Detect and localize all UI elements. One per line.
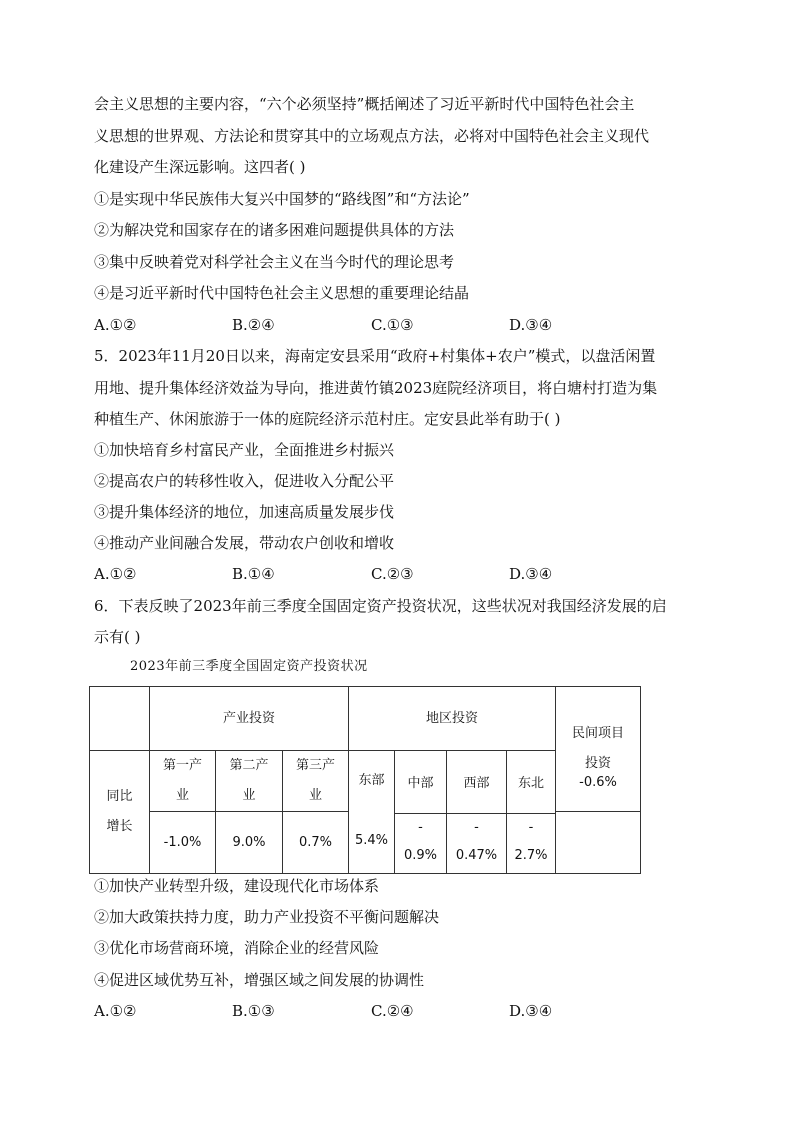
q4-statement-4: ④是习近平新时代中国特色社会主义思想的重要理论结晶 xyxy=(94,284,470,302)
q6-option-b[interactable]: B.①③ xyxy=(232,1002,275,1020)
row-label-line-1: 同比 xyxy=(106,789,133,804)
q4-option-b[interactable]: B.②④ xyxy=(232,316,275,334)
region-central-name: 中部 xyxy=(407,775,434,791)
q6-statement-3: ③优化市场营商环境，消除企业的经营风险 xyxy=(94,939,380,957)
col-header-text: 第二产 xyxy=(229,758,269,773)
q5-text-line-1: 5．2023年11月20日以来，海南定安县采用“政府+村集体+农户”模式，以盘活闲置 xyxy=(94,347,656,365)
table-corner-cell xyxy=(90,687,150,751)
q5-option-b[interactable]: B.①④ xyxy=(232,565,275,583)
region-west-value: 0.47% xyxy=(455,847,498,863)
region-east-value: 5.4% xyxy=(354,833,389,848)
region-east-name: 东部 xyxy=(358,773,385,788)
region-west-value-sign: - xyxy=(447,813,506,842)
region-central-value: 0.9% xyxy=(403,847,438,863)
q5-option-d[interactable]: D.③④ xyxy=(509,565,553,583)
private-header-line-2: 投资 xyxy=(584,756,611,771)
q5-text-line-2: 用地、提升集体经济效益为导向，推进黄竹镇2023庭院经济项目，将白塘村打造为集 xyxy=(94,379,658,397)
q4-option-d[interactable]: D.③④ xyxy=(509,316,553,334)
col-header-text: 第三产 xyxy=(295,758,335,773)
value-private-investment: -0.6% xyxy=(556,752,641,814)
q6-statement-2: ②加大政策扶持力度，助力产业投资不平衡问题解决 xyxy=(94,908,440,926)
region-northeast-cell xyxy=(507,751,556,874)
q4-option-a[interactable]: A.①② xyxy=(94,316,137,334)
value-secondary-industry: 9.0% xyxy=(216,812,283,874)
q5-statement-2: ②提高农户的转移性收入，促进收入分配公平 xyxy=(94,472,395,490)
q4-statement-2: ②为解决党和国家存在的诸多困难问题提供具体的方法 xyxy=(94,221,455,239)
col-header-text: 第一产 xyxy=(162,758,202,773)
region-central-cell xyxy=(395,751,447,874)
region-west-name: 西部 xyxy=(463,775,490,791)
q5-option-c[interactable]: C.②③ xyxy=(371,565,414,583)
q6-option-c[interactable]: C.②④ xyxy=(371,1002,414,1020)
private-header-line-1: 民间项目 xyxy=(571,726,624,741)
col-header-text: 业 xyxy=(308,788,322,803)
q6-statement-4: ④促进区域优势互补，增强区域之间发展的协调性 xyxy=(94,971,425,989)
table-title: 2023年前三季度全国固定资产投资状况 xyxy=(130,659,368,674)
q4-statement-3: ③集中反映着党对科学社会主义在当今时代的理论思考 xyxy=(94,253,455,271)
row-label-line-2: 增长 xyxy=(106,819,133,834)
region-northeast-name: 东北 xyxy=(517,775,544,791)
q4-text-line-2: 义思想的世界观、方法论和贯穿其中的立场观点方法，必将对中国特色社会主义现代 xyxy=(94,127,650,145)
q5-statement-3: ③提升集体经济的地位，加速高质量发展步伐 xyxy=(94,503,395,521)
col-header-text: 业 xyxy=(175,788,189,803)
region-central-value-sign: - xyxy=(395,813,446,842)
q5-text-line-3: 种植生产、休闲旅游于一体的庭院经济示范村庄。定安县此举有助于( ) xyxy=(94,410,561,428)
value-tertiary-industry: 0.7% xyxy=(283,812,349,874)
q5-statement-1: ①加快培育乡村富民产业，全面推进乡村振兴 xyxy=(94,441,395,459)
value-primary-industry: -1.0% xyxy=(150,812,216,874)
region-investment-header: 地区投资 xyxy=(349,687,556,751)
col-header-tertiary-industry xyxy=(283,751,349,812)
row-label-yoy-growth xyxy=(90,751,150,874)
q4-option-c[interactable]: C.①③ xyxy=(371,316,414,334)
col-header-text: 业 xyxy=(242,788,256,803)
q4-text-line-3: 化建设产生深远影响。这四者( ) xyxy=(94,158,306,176)
col-header-primary-industry xyxy=(150,751,216,812)
region-east-cell xyxy=(349,751,395,874)
q5-statement-4: ④推动产业间融合发展，带动农户创收和增收 xyxy=(94,534,395,552)
col-header-secondary-industry xyxy=(216,751,283,812)
q6-text-line-2: 示有( ) xyxy=(94,628,141,646)
region-northeast-value-sign: - xyxy=(507,813,555,842)
region-west-cell xyxy=(447,751,507,874)
region-northeast-value: 2.7% xyxy=(514,847,548,863)
q4-statement-1: ①是实现中华民族伟大复兴中国梦的“路线图”和“方法论” xyxy=(94,190,470,208)
q4-text-line-1: 会主义思想的主要内容，“六个必须坚持”概括阐述了习近平新时代中国特色社会主 xyxy=(94,95,635,113)
q5-option-a[interactable]: A.①② xyxy=(94,565,137,583)
q6-text-line-1: 6．下表反映了2023年前三季度全国固定资产投资状况，这些状况对我国经济发展的启 xyxy=(94,597,667,615)
industry-investment-header: 产业投资 xyxy=(150,687,349,751)
q6-option-a[interactable]: A.①② xyxy=(94,1002,137,1020)
q6-statement-1: ①加快产业转型升级，建设现代化市场体系 xyxy=(94,877,380,895)
investment-table xyxy=(89,686,641,874)
q6-option-d[interactable]: D.③④ xyxy=(509,1002,553,1020)
